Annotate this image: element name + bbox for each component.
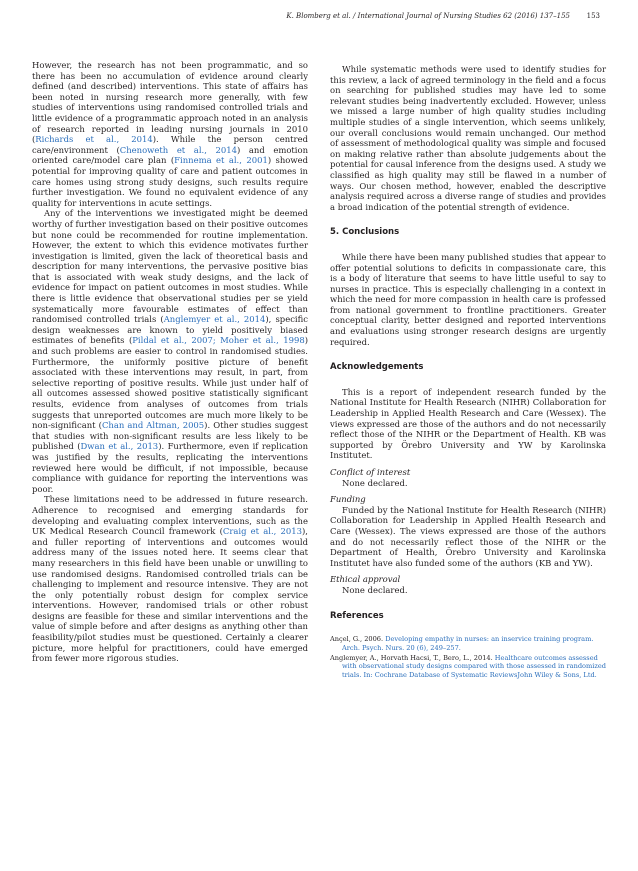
section-heading: 5. Conclusions	[330, 227, 400, 238]
citation-link[interactable]: Pildal et al., 2007; Moher et al., 1998	[132, 335, 305, 346]
conclusions-section	[330, 227, 606, 347]
acknowledgements-section	[330, 362, 606, 595]
text-run: ). While the person centred care/environment (	[32, 134, 308, 155]
subsection-heading: Ethical approval	[330, 574, 401, 585]
subsection-heading: Conflict of interest	[330, 467, 411, 477]
subsection-heading: Funding	[330, 494, 366, 505]
paragraph: This is a report of independent research funded by the National Institute for Health Research (NIHR) Collaboration for Leadership in Applied Health Research and Care (Wessex). The views expressed are those of the authors and do not necessarily reflect those of the NIHR or the Department of Health. KB was supported by Örebro University and YW by Karolinska Institutet.	[330, 386, 606, 461]
right-column	[330, 64, 606, 681]
reference-link[interactable]: Developing empathy in nurses: an inservice training program. Arch. Psych. Nurs. 20 (6), 249–257.	[342, 635, 594, 652]
paragraph: None declared.	[342, 584, 408, 595]
citation-link[interactable]: Chenoweth et al., 2014	[119, 144, 237, 155]
paragraph	[32, 494, 308, 664]
text-run: ), and fuller reporting of interventions and outcomes would address many of the issues noted here. It seems clear that many researchers in this field have been unable or unwilling to use randomised designs. Randomised controlled trials can be challenging to implement and resource intensive. They are not the only potentially robust design for complex service interventions. However, randomised trials or other robust designs are feasible for these and similar interventions and the value of simple before and after designs as anything other than feasibility/pilot studies must be questioned. Certainly a clearer picture, more helpful for practitioners, could have emerged from fewer more rigorous studies.	[32, 526, 308, 664]
citation-link[interactable]: Craig et al., 2013	[222, 526, 303, 537]
citation-link[interactable]: Anglemyer et al., 2014	[163, 314, 266, 325]
running-header	[32, 12, 606, 26]
text-run: ) and emotion oriented care/model care plan (	[32, 144, 309, 166]
paragraph	[32, 60, 308, 208]
paragraph: None declared.	[342, 477, 408, 488]
citation-link[interactable]: Chan and Altman, 2005	[101, 420, 205, 431]
text-run: ). Furthermore, even if replication was justified by the results, replicating the interventions reviewed here would be difficult, if not impossible, because compliance with guidance for reporting the interventions was poor.	[32, 441, 308, 494]
citation-link[interactable]: Dwan et al., 2013	[80, 441, 159, 452]
text-run: ) showed potential for improving quality of care and patient outcomes in care homes using strong study designs, such results require further investigation. We found no equivalent evidence of any quality for interventions in acute settings.	[32, 155, 308, 208]
text-run: Any of the interventions we investigated might be deemed worthy of further investigation based on their positive outcomes but none could be recommended for routine implementation. However, the extent to which this evidence motivates further investigation is limited, given the lack of theoretical basis and description for many interventions, the pervasive positive bias that is associated with weak study designs, and the lack of evidence for impact on patient outcomes in most studies. While there is little evidence that observational studies per se yield systematically more favourable estimates of effect than randomised controlled trials (	[32, 208, 308, 325]
paragraph: Funded by the National Institute for Health Research (NIHR) Collaboration for Leadership in Applied Health Research and Care (Wessex). The views expressed are those of the authors and do not necessarily reflect those of the NIHR or the Department of Health, Örebro University and Karolinska Institutet have also funded some of the authors (KB and YW).	[330, 504, 606, 568]
citation-link[interactable]: Richards et al., 2014	[35, 134, 153, 145]
section-heading: References	[330, 610, 384, 621]
paragraph: While systematic methods were used to identify studies for this review, a lack of agreed terminology in the field and a focus on searching for published studies may have led to some relevant studies being inadvertently excluded. However, unless we missed a large number of high quality studies including multiple studies of a single intervention, which seems unlikely, our overall conclusions would remain unchanged. Our method of assessment of methodological quality was simple and focused on making relative rather than absolute judgements about the potential for causal inference from the designs used. A study we classified as high quality may still be flawed in a number of ways. Our chosen method, however, enabled the descriptive analysis required across a diverse range of studies and provides a broad indication of the potential strength of evidence.	[330, 64, 606, 212]
section-heading: Acknowledgements	[330, 362, 424, 373]
running-title: K. Blomberg et al. / International Journal of Nursing Studies 62 (2016) 137–155	[286, 12, 570, 20]
left-column	[32, 60, 308, 664]
references-section	[330, 611, 606, 680]
text-run: ). Other studies suggest that studies with non-significant results are less likely to be published (	[32, 420, 308, 452]
reference-item	[330, 635, 606, 652]
text-run: However, the research has not been programmatic, and so there has been no accumulation of evidence around clearly defined (and described) interventions. This state of affairs has been noted in nursing research more generally, with few studies of interventions using randomised controlled trials and little evidence of a programmatic approach noted in an analysis of research reported in leading nursing journals in 2010 (	[32, 60, 308, 145]
text-run: These limitations need to be addressed in future research. Adherence to recognised and emerging standards for developing and evaluating complex interventions, such as the UK Medical Research Council framework (	[32, 494, 308, 537]
reference-link[interactable]: Healthcare outcomes assessed with observational study designs compared with those assessed in randomized trials. In: Cochrane Database of Systematic ReviewsJohn Wiley & Sons, Ltd.	[342, 653, 606, 679]
reference-authors: Anglemyer, A., Horvath Hacsi, T., Bero, L., 2014.	[330, 653, 495, 662]
text-run: ), specific design weaknesses are known to yield positively biased estimates of benefits (	[32, 314, 308, 346]
reference-authors: Ançel, G., 2006.	[330, 635, 386, 644]
citation-link[interactable]: Finnema et al., 2001	[174, 155, 268, 166]
page-number: 153	[586, 12, 600, 20]
reference-item	[330, 654, 606, 679]
paragraph: While there have been many published studies that appear to offer potential solutions to deficits in compassionate care, this is a body of literature that seems to have little useful to say to nurses in practice. This is especially challenging in a context in which the need for more compassion in health care is professed from national government to frontline practitioners. Greater conceptual clarity, better designed and reported interventions and evaluations using stronger research designs are urgently required.	[330, 251, 606, 347]
paragraph	[32, 208, 308, 494]
text-run: ) and such problems are easier to control in randomised studies. Furthermore, the uniformly positive picture of benefit associated with these interventions may result, in part, from selective reporting of positive results. While just under half of all outcomes assessed showed positive statistically significant results, evidence from analyses of outcomes from trials suggests that unreported outcomes are much more likely to be non-significant (	[32, 335, 308, 431]
reference-list	[330, 635, 606, 679]
